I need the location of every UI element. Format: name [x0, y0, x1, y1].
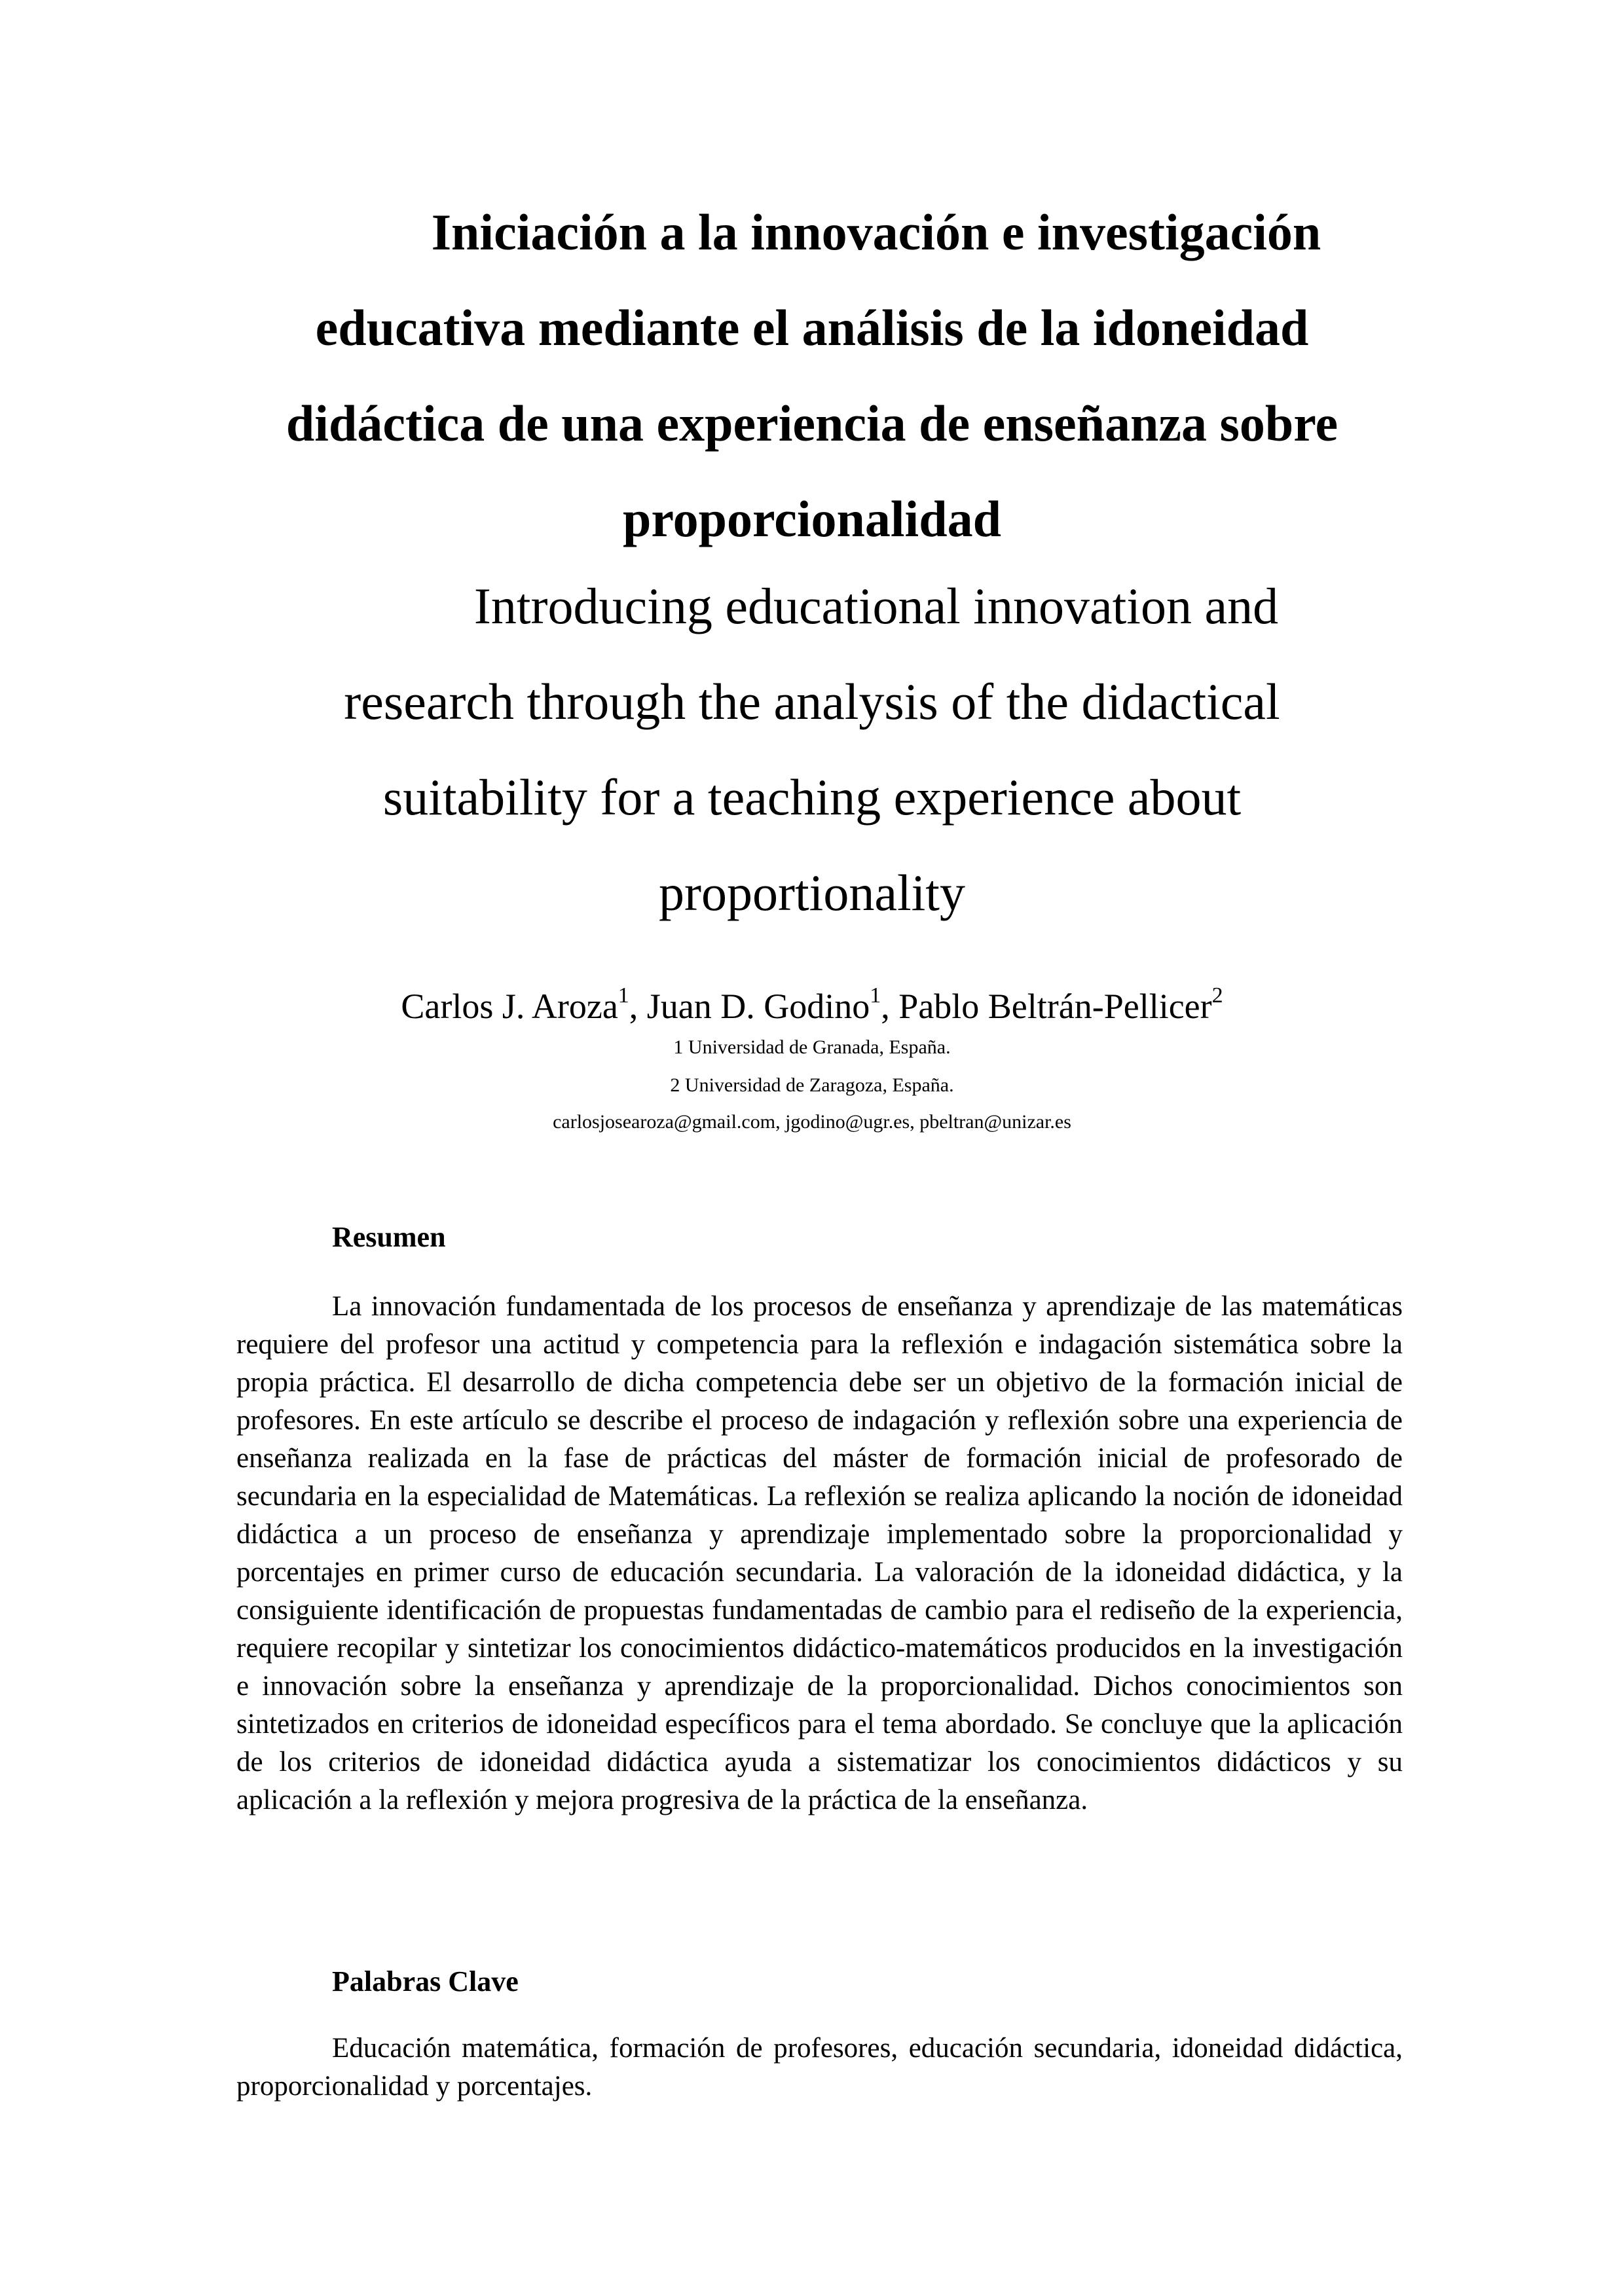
title-english [223, 558, 1401, 941]
title-english-line-3: suitability for a teaching experience about [382, 769, 1242, 826]
title-spanish-line-3: didáctica de una experiencia de enseñanza sobre [286, 395, 1338, 452]
affiliation-mark: 1 [618, 983, 629, 1008]
title-english-line-4: proportionality [659, 864, 965, 921]
title-spanish-line-2: educativa mediante el análisis de la idoneidad [315, 299, 1309, 356]
affiliation-2: 2 Universidad de Zaragoza, España. [670, 1074, 954, 1096]
author-name: Carlos J. Aroza [401, 987, 618, 1026]
author-separator: , [629, 987, 647, 1026]
title-english-line-2: research through the analysis of the didactical [344, 673, 1280, 730]
title-spanish-line-1: Iniciación a la innovación e investigación [431, 204, 1321, 261]
author-separator: , [881, 987, 899, 1026]
affiliation-mark: 1 [870, 983, 881, 1008]
author-emails: carlosjosearoza@gmail.com, jgodino@ugr.es, pbeltran@unizar.es [553, 1111, 1071, 1133]
title-english-line-1: Introducing educational innovation and [473, 577, 1279, 634]
author-list [223, 985, 1401, 1027]
affiliation-mark: 2 [1211, 983, 1223, 1008]
author-name: Pablo Beltrán-Pellicer [898, 987, 1212, 1026]
keywords-heading: Palabras Clave [332, 1965, 519, 1997]
keywords-text: Educación matemática, formación de profesores, educación secundaria, idoneidad didáctica, proporcionalidad y porcentajes. [236, 2033, 1403, 2102]
abstract-text: La innovación fundamentada de los procesos de enseñanza y aprendizaje de las matemáticas requiere del profesor una actitud y competencia para la reflexión e indagación sistemática sobre la propia práctica. El desarrollo de dicha competencia debe ser un objetivo de la formación inicial de profesores. En este artículo se describe el proceso de indagación y reflexión sobre una experiencia de enseñanza realizada en la fase de prácticas del máster de formación inicial de profesorado de secundaria en la especialidad de Matemáticas. La reflexión se realiza aplicando la noción de idoneidad didáctica a un proceso de enseñanza y aprendizaje implementado sobre la proporcionalidad y porcentajes en primer curso de educación secundaria. La valoración de la idoneidad didáctica, y la consiguiente identificación de propuestas fundamentadas de cambio para el rediseño de la experiencia, requiere recopilar y sintetizar los conocimientos didáctico-matemáticos producidos en la investigación e innovación sobre la enseñanza y aprendizaje de la proporcionalidad. Dichos conocimientos son sintetizados en criterios de idoneidad específicos para el tema abordado. Se concluye que la aplicación de los criterios de idoneidad didáctica ayuda a sistematizar los conocimientos didácticos y su aplicación a la reflexión y mejora progresiva de la práctica de la enseñanza. [236, 1291, 1403, 1815]
abstract-heading: Resumen [332, 1221, 446, 1253]
author-name: Juan D. Godino [646, 987, 870, 1026]
title-spanish [223, 185, 1401, 567]
affiliation-1: 1 Universidad de Granada, España. [673, 1036, 951, 1058]
title-spanish-line-4: proporcionalidad [623, 490, 1001, 547]
